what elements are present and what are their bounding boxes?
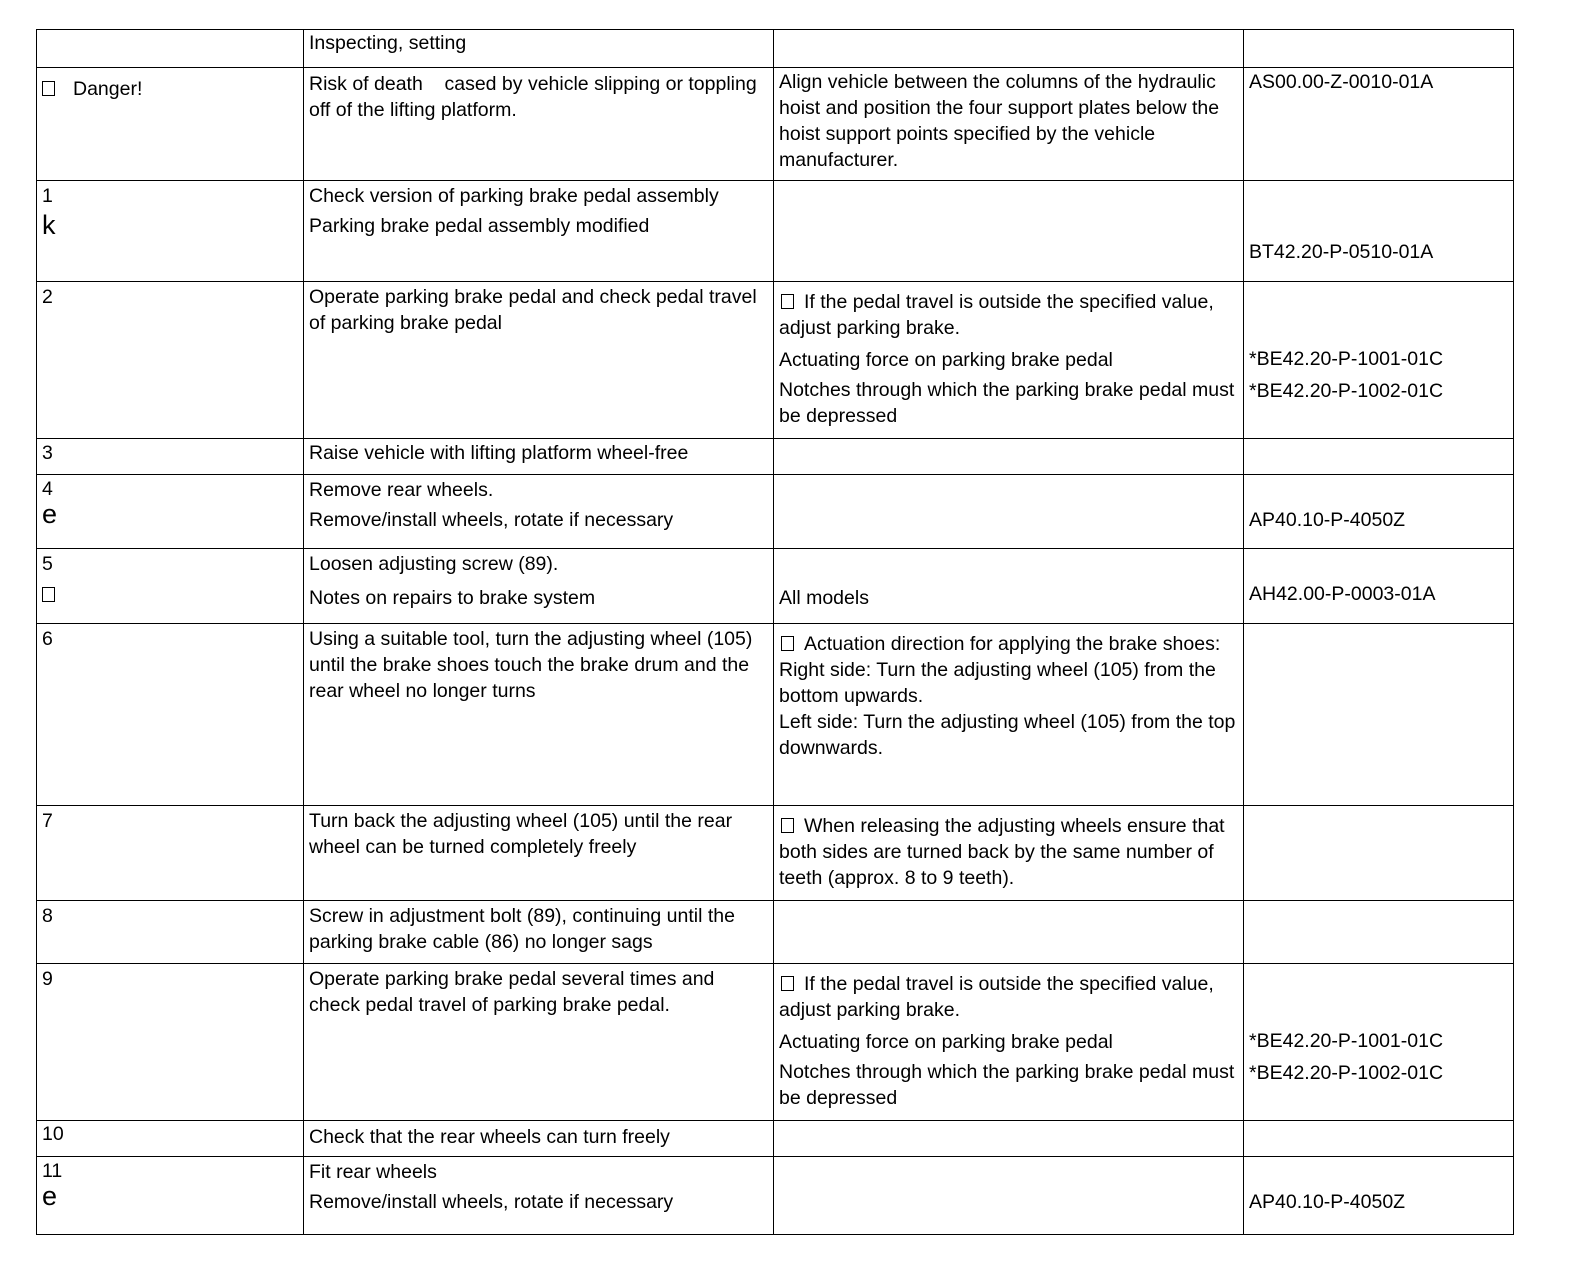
step-cell (37, 475, 304, 549)
table-row (37, 806, 1514, 901)
step-number: 11 (42, 1160, 63, 1182)
step-cell (37, 30, 304, 68)
step-number: 10 (42, 1123, 64, 1145)
notes-text: When releasing the adjusting wheels ensure that both sides are turned back by the same number of teeth (approx. 8 to 9 teeth). (779, 815, 1231, 889)
action-cell (304, 68, 774, 181)
action-cell (304, 624, 774, 806)
step-cell (37, 282, 304, 439)
reference-cell (1244, 901, 1514, 964)
reference-cell (1244, 30, 1514, 68)
notes-text: If the pedal travel is outside the specified value, adjust parking brake. (779, 973, 1220, 1021)
step-cell (37, 964, 304, 1121)
action-cell (304, 282, 774, 439)
notes-text: Notches through which the parking brake pedal must be depressed (779, 379, 1240, 427)
reference-cell (1244, 1121, 1514, 1157)
table-row (37, 901, 1514, 964)
notes-text: If the pedal travel is outside the specified value, adjust parking brake. (779, 291, 1220, 339)
step-number: 3 (42, 442, 53, 464)
action-text: Parking brake pedal assembly modified (309, 215, 650, 237)
notes-text: Right side: Turn the adjusting wheel (105) from the bottom upwards. (779, 659, 1222, 707)
action-cell (304, 806, 774, 901)
notes-cell (774, 439, 1244, 475)
reference-link[interactable]: *BE42.20-P-1002-01C (1249, 1062, 1444, 1084)
action-cell (304, 181, 774, 282)
notes-text: Align vehicle between the columns of the hydraulic hoist and position the four support plates below the hoist support points specified by the vehicle manufacturer. (779, 71, 1225, 171)
notes-cell (774, 901, 1244, 964)
step-heading: Inspecting, setting (309, 32, 467, 54)
step-number: 7 (42, 810, 53, 832)
reference-cell (1244, 964, 1514, 1121)
step-cell (37, 806, 304, 901)
table-row (37, 282, 1514, 439)
step-number: 4 (42, 478, 53, 500)
table-row (37, 30, 1514, 68)
reference-cell (1244, 806, 1514, 901)
reference-link[interactable]: BT42.20-P-0510-01A (1249, 241, 1434, 263)
notes-text: All models (779, 587, 869, 609)
step-number: 6 (42, 628, 53, 650)
notes-cell (774, 1121, 1244, 1157)
action-text: Operate parking brake pedal and check pedal travel of parking brake pedal (309, 286, 763, 334)
reference-cell (1244, 475, 1514, 549)
table-row (37, 549, 1514, 624)
notes-cell (774, 30, 1244, 68)
action-text: Risk of death cased by vehicle slipping or toppling off of the lifting platform. (309, 73, 763, 121)
reference-link[interactable]: *BE42.20-P-1001-01C (1249, 348, 1444, 370)
notes-cell (774, 181, 1244, 282)
action-text: Loosen adjusting screw (89). (309, 553, 559, 575)
table-row (37, 439, 1514, 475)
table-row (37, 181, 1514, 282)
step-cell (37, 549, 304, 624)
reference-cell (1244, 624, 1514, 806)
danger-label: Danger! (73, 78, 143, 100)
procedure-table (36, 29, 1514, 1235)
danger-icon (42, 81, 55, 96)
action-text: Check version of parking brake pedal assembly (309, 185, 719, 207)
action-text: Remove/install wheels, rotate if necessary (309, 1191, 674, 1213)
reference-link[interactable]: *BE42.20-P-1001-01C (1249, 1030, 1444, 1052)
step-number: 8 (42, 905, 53, 927)
step-number: 9 (42, 968, 53, 990)
action-text: Operate parking brake pedal several times and check pedal travel of parking brake pedal. (309, 968, 720, 1016)
action-text: Remove/install wheels, rotate if necessary (309, 509, 674, 531)
reference-cell (1244, 68, 1514, 181)
action-cell (304, 549, 774, 624)
note-icon (781, 636, 794, 651)
action-text: Raise vehicle with lifting platform wheel-free (309, 442, 689, 464)
step-number: 1 (42, 185, 53, 207)
notes-cell (774, 964, 1244, 1121)
notes-text: Left side: Turn the adjusting wheel (105) from the top downwards. (779, 711, 1241, 759)
action-cell (304, 475, 774, 549)
notes-text: Notches through which the parking brake pedal must be depressed (779, 1061, 1240, 1109)
step-cell (37, 68, 304, 181)
note-icon (42, 587, 55, 602)
notes-cell (774, 1157, 1244, 1235)
notes-text: Actuating force on parking brake pedal (779, 1031, 1113, 1053)
reference-link[interactable]: AH42.00-P-0003-01A (1249, 583, 1436, 605)
reference-cell (1244, 549, 1514, 624)
notes-cell (774, 624, 1244, 806)
table-row (37, 475, 1514, 549)
step-cell (37, 1157, 304, 1235)
action-cell (304, 901, 774, 964)
reference-link[interactable]: AS00.00-Z-0010-01A (1249, 71, 1434, 93)
notes-cell (774, 475, 1244, 549)
action-text: Notes on repairs to brake system (309, 587, 596, 609)
action-cell (304, 439, 774, 475)
reference-cell (1244, 181, 1514, 282)
action-cell (304, 30, 774, 68)
note-icon (781, 976, 794, 991)
action-cell (304, 964, 774, 1121)
table-row (37, 964, 1514, 1121)
notes-cell (774, 282, 1244, 439)
step-number: 5 (42, 553, 53, 575)
notes-cell (774, 68, 1244, 181)
reference-link[interactable]: AP40.10-P-4050Z (1249, 509, 1406, 531)
action-text: Remove rear wheels. (309, 479, 494, 501)
notes-cell (774, 806, 1244, 901)
action-text: Check that the rear wheels can turn freely (309, 1126, 670, 1148)
version-symbol-icon: e (42, 1181, 58, 1211)
reference-link[interactable]: AP40.10-P-4050Z (1249, 1191, 1406, 1213)
step-cell (37, 624, 304, 806)
notes-cell (774, 549, 1244, 624)
reference-link[interactable]: *BE42.20-P-1002-01C (1249, 380, 1444, 402)
action-text: Turn back the adjusting wheel (105) until the rear wheel can be turned completely freely (309, 810, 738, 858)
action-cell (304, 1157, 774, 1235)
reference-cell (1244, 282, 1514, 439)
action-text: Using a suitable tool, turn the adjusting wheel (105) until the brake shoes touch the brake drum and the rear wheel no longer turns (309, 628, 758, 702)
step-cell (37, 439, 304, 475)
action-text: Fit rear wheels (309, 1161, 437, 1183)
reference-cell (1244, 1157, 1514, 1235)
note-icon (781, 818, 794, 833)
table-row (37, 624, 1514, 806)
step-cell (37, 901, 304, 964)
step-cell (37, 181, 304, 282)
step-number: 2 (42, 286, 53, 308)
notes-text: Actuation direction for applying the brake shoes: (804, 633, 1221, 655)
version-symbol-icon: e (42, 499, 58, 529)
table-row (37, 1157, 1514, 1235)
table-row (37, 1121, 1514, 1157)
action-text: Screw in adjustment bolt (89), continuing until the parking brake cable (86) no longer sags (309, 905, 741, 953)
step-cell (37, 1121, 304, 1157)
notes-text: Actuating force on parking brake pedal (779, 349, 1113, 371)
note-icon (781, 294, 794, 309)
reference-cell (1244, 439, 1514, 475)
table-row (37, 68, 1514, 181)
action-cell (304, 1121, 774, 1157)
version-symbol-icon: k (42, 210, 56, 240)
